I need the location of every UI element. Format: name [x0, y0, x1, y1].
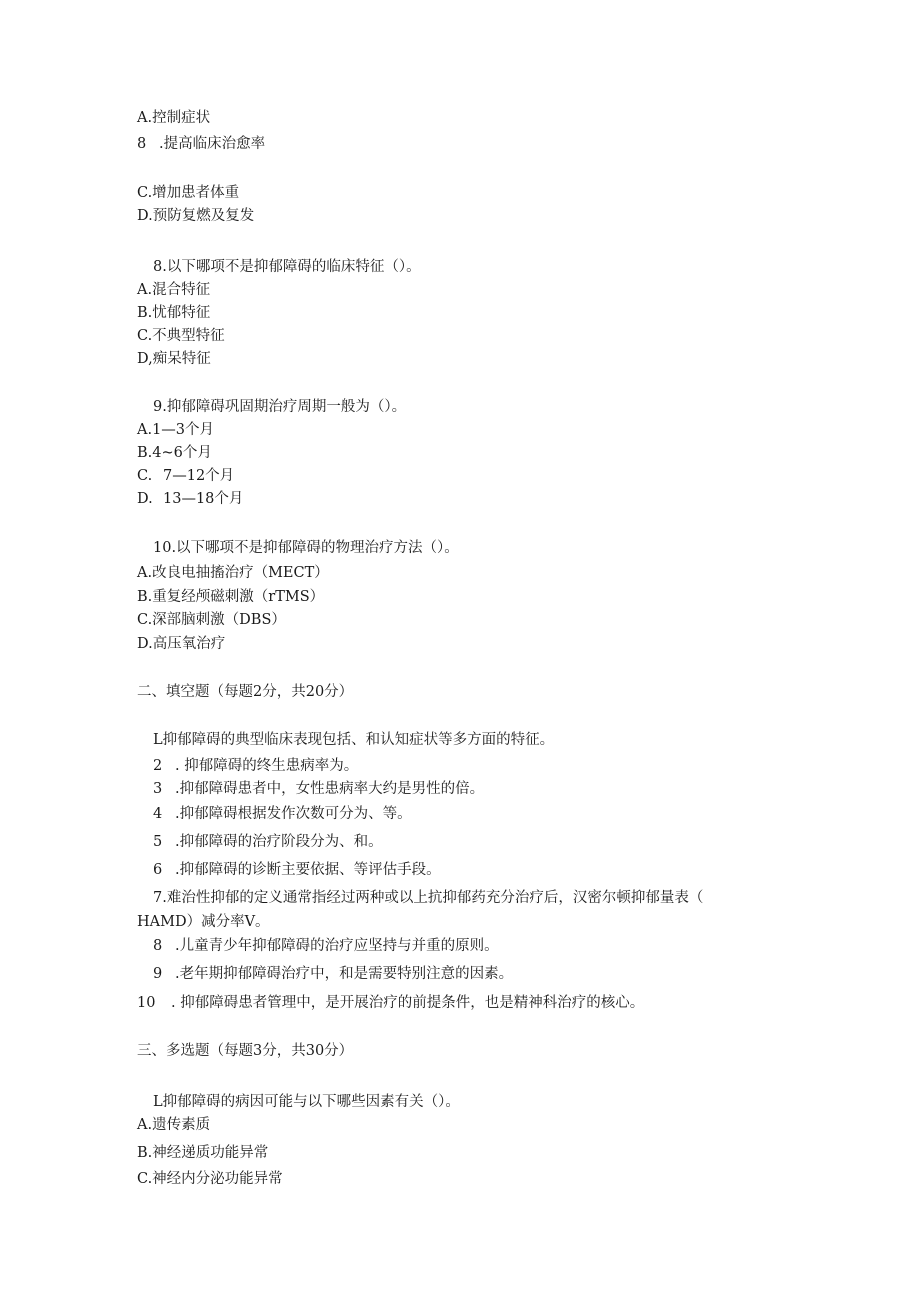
section3-q1-stem: L抑郁障碍的病因可能与以下哪些因素有关（）。	[153, 1094, 460, 1110]
section2-heading: 二、填空题（每题2分，共20分）	[137, 684, 354, 700]
section2-q4-number: 4	[153, 806, 163, 822]
q7-option-b-text: .提高临床治愈率	[159, 136, 266, 152]
section2-q8-number: 8	[153, 938, 163, 954]
q7-option-c: C.增加患者体重	[137, 185, 240, 201]
q7-option-d: D.预防复燃及复发	[137, 208, 255, 224]
section2-q2	[153, 756, 358, 776]
section2-q9-text: .老年期抑郁障碍治疗中，和是需要特别注意的因素。	[175, 966, 514, 982]
section2-q8-text: .儿童青少年抑郁障碍的治疗应坚持与并重的原则。	[175, 938, 499, 954]
q7-option-b	[137, 134, 265, 154]
section2-q6	[153, 860, 441, 880]
q8-option-d: D,痴呆特征	[137, 351, 211, 367]
section2-q3-number: 3	[153, 781, 163, 797]
section2-q3-text: .抑郁障碍患者中，女性患病率大约是男性的倍。	[175, 781, 485, 797]
section2-q9-number: 9	[153, 966, 163, 982]
q10-option-b: B.重复经颅磁刺激（rTMS）	[137, 589, 325, 605]
section2-q6-number: 6	[153, 862, 163, 878]
q9-option-d-text: 13—18个月	[163, 491, 244, 507]
q8-option-c: C.不典型特征	[137, 328, 225, 344]
section3-q1-option-a: A.遗传素质	[137, 1117, 211, 1133]
q8-stem: 8.以下哪项不是抑郁障碍的临床特征（）。	[153, 259, 421, 275]
section2-q10-number: 10	[137, 995, 156, 1011]
section2-q5	[153, 832, 383, 852]
section2-q7-line2: HAMD）减分率V。	[137, 914, 270, 930]
q9-option-d	[137, 489, 243, 509]
section2-q9	[153, 964, 513, 984]
q8-option-a: A.混合特征	[137, 282, 211, 298]
section2-q6-text: .抑郁障碍的诊断主要依据、等评估手段。	[175, 862, 441, 878]
section2-q2-number: 2	[153, 758, 163, 774]
section2-q1: L抑郁障碍的典型临床表现包括、和认知症状等多方面的特征。	[153, 732, 555, 748]
section2-q4	[153, 804, 412, 824]
q9-option-d-label: D.	[137, 491, 153, 507]
section2-q5-number: 5	[153, 834, 163, 850]
section3-q1-option-b: B.神经递质功能异常	[137, 1145, 269, 1161]
section2-q5-text: .抑郁障碍的治疗阶段分为、和。	[175, 834, 383, 850]
section2-q8	[153, 936, 499, 956]
section2-q10-text: . 抑郁障碍患者管理中，是开展治疗的前提条件，也是精神科治疗的核心。	[171, 995, 645, 1011]
section2-q7-line1: 7.难治性抑郁的定义通常指经过两种或以上抗抑郁药充分治疗后，汉密尔顿抑郁量表（	[153, 890, 704, 906]
section2-q10	[137, 993, 644, 1013]
q9-stem: 9.抑郁障碍巩固期治疗周期一般为（）。	[153, 399, 407, 415]
q10-option-d: D.高压氧治疗	[137, 636, 226, 652]
q8-option-b: B.忧郁特征	[137, 305, 211, 321]
q10-stem: 10.以下哪项不是抑郁障碍的物理治疗方法（）。	[153, 540, 459, 556]
q9-option-c	[137, 466, 234, 486]
q7-option-b-number: 8	[137, 136, 147, 152]
q9-option-a: A.1—3个月	[137, 422, 215, 438]
q10-option-a: A.改良电抽搐治疗（MECT）	[137, 565, 329, 581]
q9-option-c-text: 7—12个月	[163, 468, 235, 484]
section2-q4-text: .抑郁障碍根据发作次数可分为、等。	[175, 806, 412, 822]
section2-q2-text: . 抑郁障碍的终生患病率为。	[175, 758, 359, 774]
section3-q1-option-c: C.神经内分泌功能异常	[137, 1171, 283, 1187]
q7-option-a: A.控制症状	[137, 110, 211, 126]
q10-option-c: C.深部脑刺激（DBS）	[137, 612, 286, 628]
q9-option-c-label: C.	[137, 468, 153, 484]
section2-q3	[153, 779, 484, 799]
section3-heading: 三、多选题（每题3分，共30分）	[137, 1043, 354, 1059]
q9-option-b: B.4~6个月	[137, 445, 212, 461]
